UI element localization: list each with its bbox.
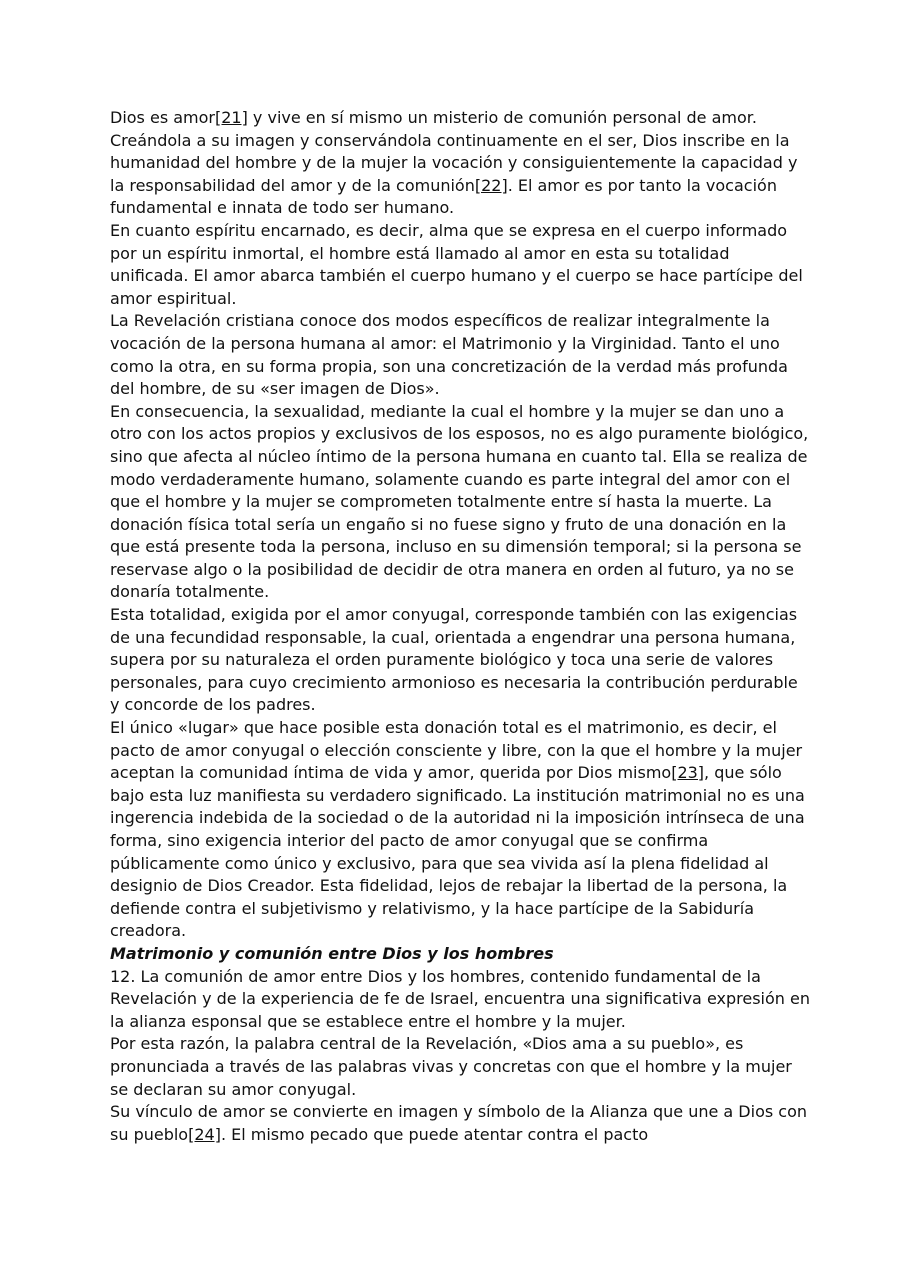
paragraph-8: Por esta razón, la palabra central de la Revelación, «Dios ama a su pueblo», es pronunciada a través de las palabras vivas y concretas con que el hombre y la mujer se declaran su amor conyugal.	[110, 1034, 792, 1099]
text-segment: y vive en sí mismo un misterio de comunión personal de amor. Creándola a su imagen y conservándola continuamente en el ser, Dios inscribe en la humanidad del hombre y de la mujer la vocación y consiguientemente la capacidad y la responsabilidad del amor y de la comunión	[110, 108, 798, 195]
paragraph-9	[110, 1101, 810, 1146]
paragraph-1	[110, 107, 810, 220]
footnote-link-23[interactable]: [23]	[671, 763, 705, 783]
text-segment: El único «lugar» que hace posible esta donación total es el matrimonio, es decir, el pacto de amor conyugal o elección consciente y libre, con la que el hombre y la mujer aceptan la comunidad íntima de vida y amor, querida por Dios mismo	[110, 718, 803, 783]
paragraph-4: En consecuencia, la sexualidad, mediante la cual el hombre y la mujer se dan uno a otro con los actos propios y exclusivos de los esposos, no es algo puramente biológico, sino que afecta al núcleo íntimo de la persona humana en cuanto tal. Ella se realiza de modo verdaderamente humano, solamente cuando es parte integral del amor con el que el hombre y la mujer se comprometen totalmente entre sí hasta la muerte. La donación física total sería un engaño si no fuese signo y fruto de una donación en la que está presente toda la persona, incluso en su dimensión temporal; si la persona se reservase algo o la posibilidad de decidir de otra manera en orden al futuro, ya no se donaría totalmente.	[110, 401, 809, 602]
paragraph-6	[110, 717, 810, 943]
text-segment: , que sólo bajo esta luz manifiesta su verdadero significado. La institución matrimonial no es una ingerencia indebida de la sociedad o de la autoridad ni la imposición intrínseca de una forma, sino exigencia interior del pacto de amor conyugal que se confirma públicamente como único y exclusivo, para que sea vivida así la plena fidelidad al designio de Dios Creador. Esta fidelidad, lejos de rebajar la libertad de la persona, la defiende contra el subjetivismo y relativismo, y la hace partícipe de la Sabiduría creadora.	[110, 763, 805, 941]
paragraph-5: Esta totalidad, exigida por el amor conyugal, corresponde también con las exigencias de una fecundidad responsable, la cual, orientada a engendrar una persona humana, supera por su naturaleza el orden puramente biológico y toca una serie de valores personales, para cuyo crecimiento armonioso es necesaria la contribución perdurable y concorde de los padres.	[110, 605, 798, 715]
paragraph-3: La Revelación cristiana conoce dos modos específicos de realizar integralmente la vocación de la persona humana al amor: el Matrimonio y la Virginidad. Tanto el uno como la otra, en su forma propia, son una concretización de la verdad más profunda del hombre, de su «ser imagen de Dios».	[110, 311, 788, 399]
text-segment: Su vínculo de amor se convierte en imagen y símbolo de la Alianza que une a Dios con su pueblo	[110, 1102, 807, 1144]
footnote-link-24[interactable]: [24]	[188, 1124, 221, 1144]
section-heading: Matrimonio y comunión entre Dios y los hombres	[110, 943, 554, 963]
document-page	[110, 107, 810, 1146]
text-segment: . El amor es por tanto la vocación fundamental e innata de todo ser humano.	[110, 175, 777, 218]
text-segment: Dios es amor	[110, 108, 215, 127]
footnote-link-22[interactable]: [22]	[474, 175, 508, 195]
paragraph-7: 12. La comunión de amor entre Dios y los hombres, contenido fundamental de la Revelación y de la experiencia de fe de Israel, encuentra una significativa expresión en la alianza esponsal que se establece entre el hombre y la mujer.	[110, 966, 810, 1031]
paragraph-2: En cuanto espíritu encarnado, es decir, alma que se expresa en el cuerpo informado por un espíritu inmortal, el hombre está llamado al amor en esta su totalidad unificada. El amor abarca también el cuerpo humano y el cuerpo se hace partícipe del amor espiritual.	[110, 220, 803, 308]
footnote-link-21[interactable]: [21]	[215, 108, 248, 127]
text-segment: . El mismo pecado que puede atentar contra el pacto	[220, 1124, 649, 1144]
